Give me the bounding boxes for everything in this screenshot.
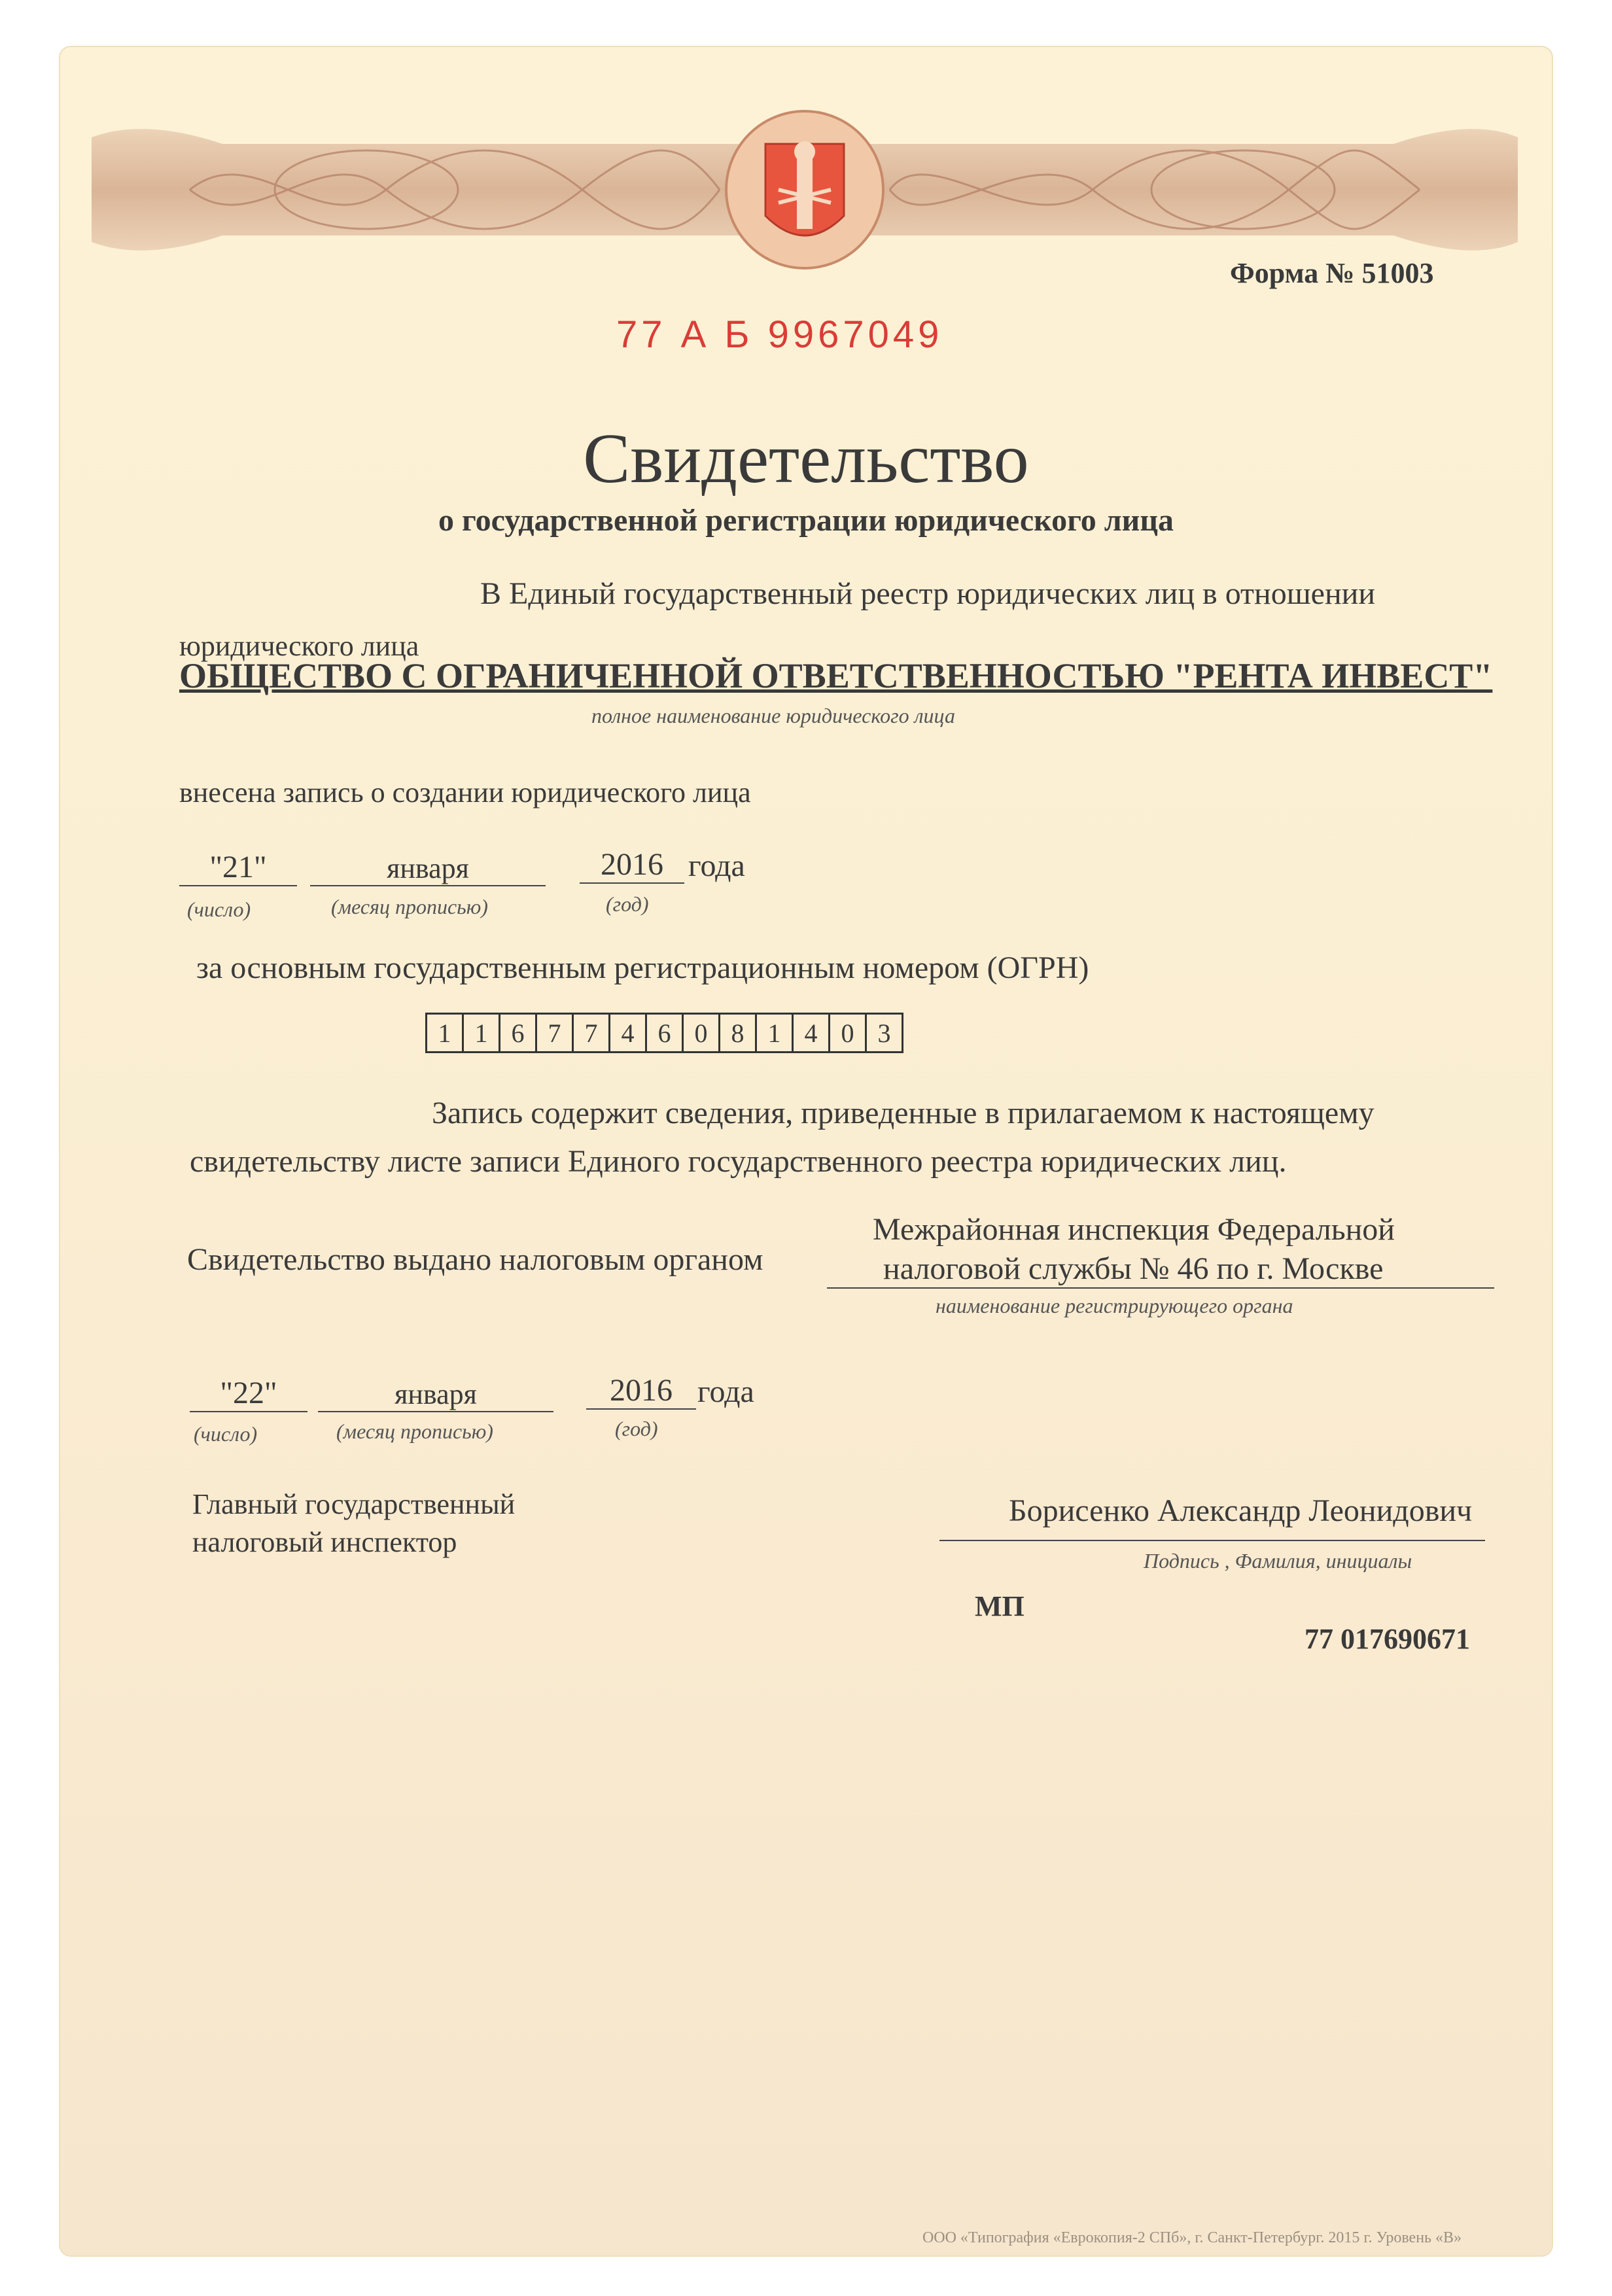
document-subtitle: о государственной регистрации юридического лица xyxy=(438,503,1174,538)
record-contents-line-1: Запись содержит сведения, приведенные в прилагаемом к настоящему xyxy=(432,1096,1375,1130)
code-number: 77 017690671 xyxy=(1305,1623,1470,1655)
intro-line-1: В Единый государственный реестр юридических лиц в отношении xyxy=(480,576,1376,611)
issuer-caption: наименование регистрирующего органа xyxy=(936,1294,1293,1317)
ogrn-digit: 4 xyxy=(794,1015,830,1051)
seal-place: МП xyxy=(975,1590,1025,1622)
issuer-underline xyxy=(827,1287,1494,1289)
issue-month: января xyxy=(318,1378,553,1412)
position-line-1: Главный государственный xyxy=(192,1488,516,1520)
issuer-line-2: налоговой службы № 46 по г. Москве xyxy=(883,1251,1384,1286)
ogrn-number xyxy=(425,1013,903,1053)
ogrn-digit: 7 xyxy=(537,1015,574,1051)
document-title: Свидетельство xyxy=(583,420,1029,498)
signatory-name: Борисенко Александр Леонидович xyxy=(1009,1493,1473,1528)
creation-month-caption: (месяц прописью) xyxy=(331,895,488,918)
form-number: Форма № 51003 xyxy=(1230,257,1434,289)
ogrn-digit: 0 xyxy=(684,1015,720,1051)
issue-day: "22" xyxy=(190,1375,307,1412)
creation-year-suffix: года xyxy=(688,848,745,883)
creation-day-caption: (число) xyxy=(187,897,251,921)
creation-month: января xyxy=(310,852,546,886)
signature-caption: Подпись , Фамилия, инициалы xyxy=(1144,1549,1412,1573)
ogrn-digit: 8 xyxy=(720,1015,757,1051)
ogrn-digit: 6 xyxy=(647,1015,684,1051)
creation-day: "21" xyxy=(179,849,297,886)
ogrn-digit: 0 xyxy=(830,1015,867,1051)
company-name: ОБЩЕСТВО С ОГРАНИЧЕННОЙ ОТВЕТСТВЕННОСТЬЮ "РЕНТА ИНВЕСТ" xyxy=(179,656,1493,695)
ogrn-digit: 6 xyxy=(500,1015,537,1051)
issue-year-suffix: года xyxy=(697,1374,754,1409)
ogrn-digit: 3 xyxy=(877,1018,891,1048)
emblem-icon xyxy=(726,111,883,268)
ogrn-digit: 1 xyxy=(427,1015,464,1051)
ogrn-digit: 7 xyxy=(574,1015,610,1051)
creation-year: 2016 xyxy=(580,846,684,884)
ogrn-digit: 1 xyxy=(757,1015,794,1051)
intro-line-2: юридического лица xyxy=(179,630,419,662)
record-contents-line-2: свидетельству листе записи Единого государственного реестра юридических лиц. xyxy=(190,1144,1287,1179)
issuer-line-1: Межрайонная инспекция Федеральной xyxy=(873,1212,1395,1247)
issue-year-caption: (год) xyxy=(615,1417,658,1440)
serial-number: 77 А Б 9967049 xyxy=(616,313,943,356)
ogrn-digit: 1 xyxy=(464,1015,500,1051)
ogrn-label: за основным государственным регистрационным номером (ОГРН) xyxy=(196,950,1089,985)
company-caption: полное наименование юридического лица xyxy=(591,704,955,727)
issue-year: 2016 xyxy=(586,1372,696,1410)
position-line-2: налоговый инспектор xyxy=(192,1526,457,1558)
printer-info: ООО «Типография «Еврокопия-2 СПб», г. Санкт-Петербург. 2015 г. Уровень «В» xyxy=(922,2229,1462,2246)
record-text: внесена запись о создании юридического лица xyxy=(179,776,751,809)
creation-year-caption: (год) xyxy=(606,892,649,916)
ogrn-digit: 4 xyxy=(610,1015,647,1051)
signature-line xyxy=(939,1540,1485,1541)
issue-month-caption: (месяц прописью) xyxy=(336,1419,493,1443)
issued-by-label: Свидетельство выдано налоговым органом xyxy=(187,1242,763,1277)
issue-day-caption: (число) xyxy=(194,1422,258,1446)
